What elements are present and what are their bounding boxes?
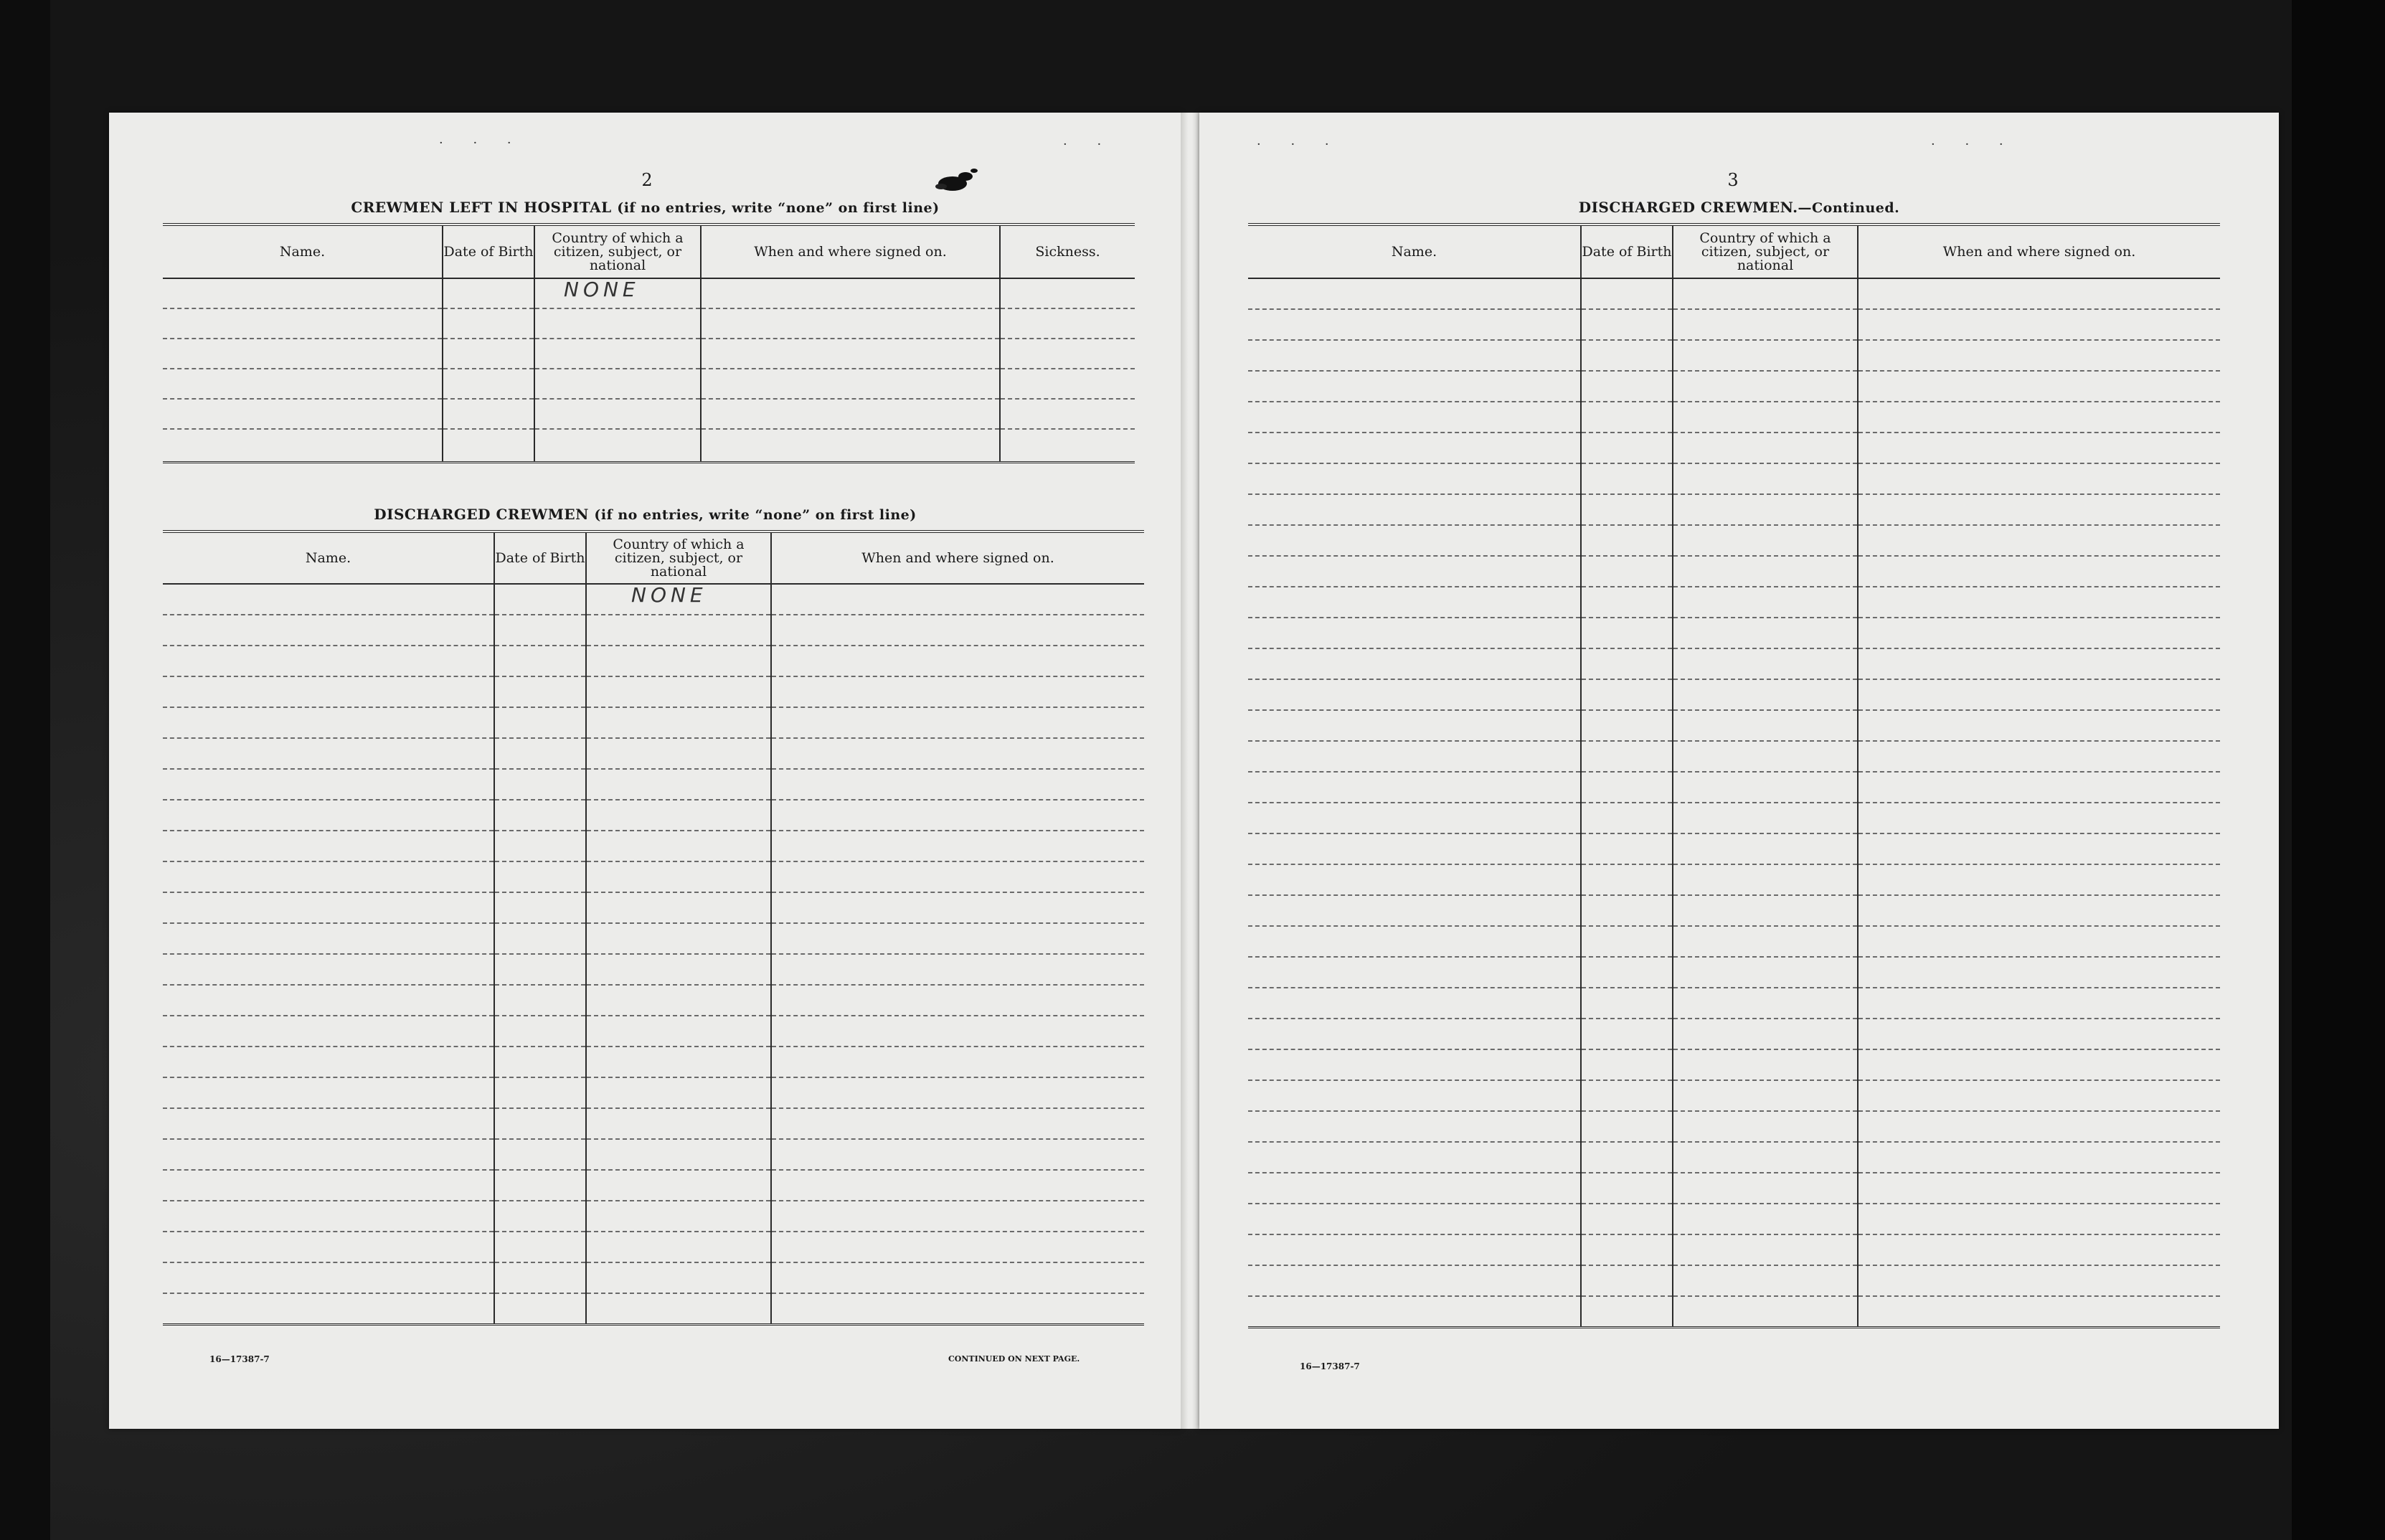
- table-row: [1248, 309, 2220, 340]
- table-row: [1248, 463, 2220, 494]
- table-row: [163, 1262, 1144, 1293]
- table-row: [163, 278, 1135, 308]
- header-name: Name.: [163, 225, 443, 278]
- table-row: [1248, 1173, 2220, 1204]
- speck-marks: · · ·: [1257, 137, 1342, 152]
- table-row: [163, 1293, 1144, 1324]
- table-row: [163, 861, 1144, 892]
- header-country: Country of which a citizen, subject, or national: [534, 225, 701, 278]
- table-row: [1248, 618, 2220, 648]
- table-row: [1248, 340, 2220, 371]
- table-row: [1248, 587, 2220, 618]
- page-number: 3: [1727, 170, 1739, 190]
- table-row: [1248, 525, 2220, 556]
- header-country: Country of which a citizen, subject, or national: [1673, 225, 1858, 278]
- table-row: [1248, 1234, 2220, 1265]
- table-row: [1248, 278, 2220, 309]
- table-row: [1248, 1204, 2220, 1234]
- table-row: [1248, 494, 2220, 525]
- discharged-title-text: DISCHARGED CREWMEN: [374, 506, 589, 523]
- table-row: [163, 923, 1144, 954]
- ink-blot-mark: [931, 166, 981, 195]
- table-row: [1248, 1019, 2220, 1049]
- table-row: [1248, 957, 2220, 988]
- table-row: [1248, 648, 2220, 679]
- table-row: [1248, 864, 2220, 895]
- table-row: [1248, 895, 2220, 926]
- table-row: [1248, 710, 2220, 741]
- table-row: [1248, 1049, 2220, 1080]
- discharged-continued-table: [1248, 223, 2220, 1328]
- table-row: [163, 1108, 1144, 1139]
- hospital-section-title: [109, 199, 1181, 216]
- header-signed-on: When and where signed on.: [771, 532, 1144, 584]
- table-row: [163, 615, 1144, 646]
- discharged-section-title: [109, 506, 1181, 523]
- hospital-table: [163, 223, 1135, 463]
- table-row: [1248, 1265, 2220, 1296]
- table-row: [163, 985, 1144, 1016]
- hospital-title-text: CREWMEN LEFT IN HOSPITAL: [351, 199, 612, 216]
- table-row: [1248, 1142, 2220, 1173]
- page-number: 2: [641, 170, 653, 190]
- discharged-table: [163, 530, 1144, 1326]
- handwritten-none: NONE: [631, 583, 707, 607]
- form-number: 16—17387-7: [1300, 1361, 1360, 1371]
- form-number: 16—17387-7: [209, 1354, 270, 1364]
- table-row: [163, 646, 1144, 676]
- table-row: [163, 1201, 1144, 1232]
- speck-marks: · ·: [1063, 137, 1115, 152]
- table-row: [163, 369, 1135, 399]
- table-row: [1248, 988, 2220, 1019]
- table-row: [163, 399, 1135, 429]
- left-page: [109, 113, 1181, 1429]
- film-border-right: [2292, 0, 2385, 1540]
- right-title-text: DISCHARGED CREWMEN.: [1578, 199, 1798, 216]
- header-date-of-birth: Date of Birth: [443, 225, 534, 278]
- discharged-instruction: (if no entries, write “none” on first line): [594, 507, 917, 523]
- table-row: [163, 308, 1135, 339]
- table-row: [163, 429, 1135, 462]
- film-border-left: [0, 0, 50, 1540]
- table-row: [163, 738, 1144, 769]
- header-date-of-birth: Date of Birth: [1581, 225, 1673, 278]
- table-row: [1248, 772, 2220, 803]
- table-row: [163, 1077, 1144, 1108]
- book-gutter: [1181, 113, 1199, 1429]
- table-row: [1248, 556, 2220, 587]
- table-row: [1248, 833, 2220, 864]
- table-row: [163, 800, 1144, 831]
- header-sickness: Sickness.: [1000, 225, 1135, 278]
- table-row: [163, 1047, 1144, 1077]
- table-row: [163, 1139, 1144, 1170]
- table-row: [163, 1016, 1144, 1047]
- table-row: [1248, 926, 2220, 957]
- header-signed-on: When and where signed on.: [701, 225, 1000, 278]
- right-section-title: [1199, 199, 2279, 216]
- table-row: [163, 584, 1144, 615]
- speck-marks: · · ·: [439, 136, 524, 151]
- right-title-suffix: —Continued.: [1798, 200, 1900, 216]
- table-row: [163, 676, 1144, 707]
- speck-marks: · · ·: [1931, 137, 2016, 152]
- table-row: [1248, 679, 2220, 710]
- table-row: [1248, 402, 2220, 433]
- continued-note: CONTINUED ON NEXT PAGE.: [948, 1354, 1080, 1364]
- table-row: [1248, 1080, 2220, 1111]
- table-row: [163, 954, 1144, 985]
- header-signed-on: When and where signed on.: [1858, 225, 2220, 278]
- table-row: [1248, 433, 2220, 463]
- handwritten-none: NONE: [564, 278, 640, 301]
- header-date-of-birth: Date of Birth: [494, 532, 586, 584]
- table-row: [163, 831, 1144, 861]
- table-row: [163, 707, 1144, 738]
- table-row: [163, 769, 1144, 800]
- table-row: [1248, 803, 2220, 833]
- header-country: Country of which a citizen, subject, or national: [586, 532, 771, 584]
- table-row: [163, 1232, 1144, 1262]
- table-row: [1248, 741, 2220, 772]
- table-row: [163, 1170, 1144, 1201]
- table-row: [163, 892, 1144, 923]
- header-name: Name.: [1248, 225, 1581, 278]
- table-row: [1248, 1111, 2220, 1142]
- table-row: [1248, 1296, 2220, 1327]
- right-page: [1199, 113, 2279, 1429]
- table-row: [1248, 371, 2220, 402]
- table-row: [163, 339, 1135, 369]
- hospital-instruction: (if no entries, write “none” on first line): [617, 200, 940, 216]
- header-name: Name.: [163, 532, 494, 584]
